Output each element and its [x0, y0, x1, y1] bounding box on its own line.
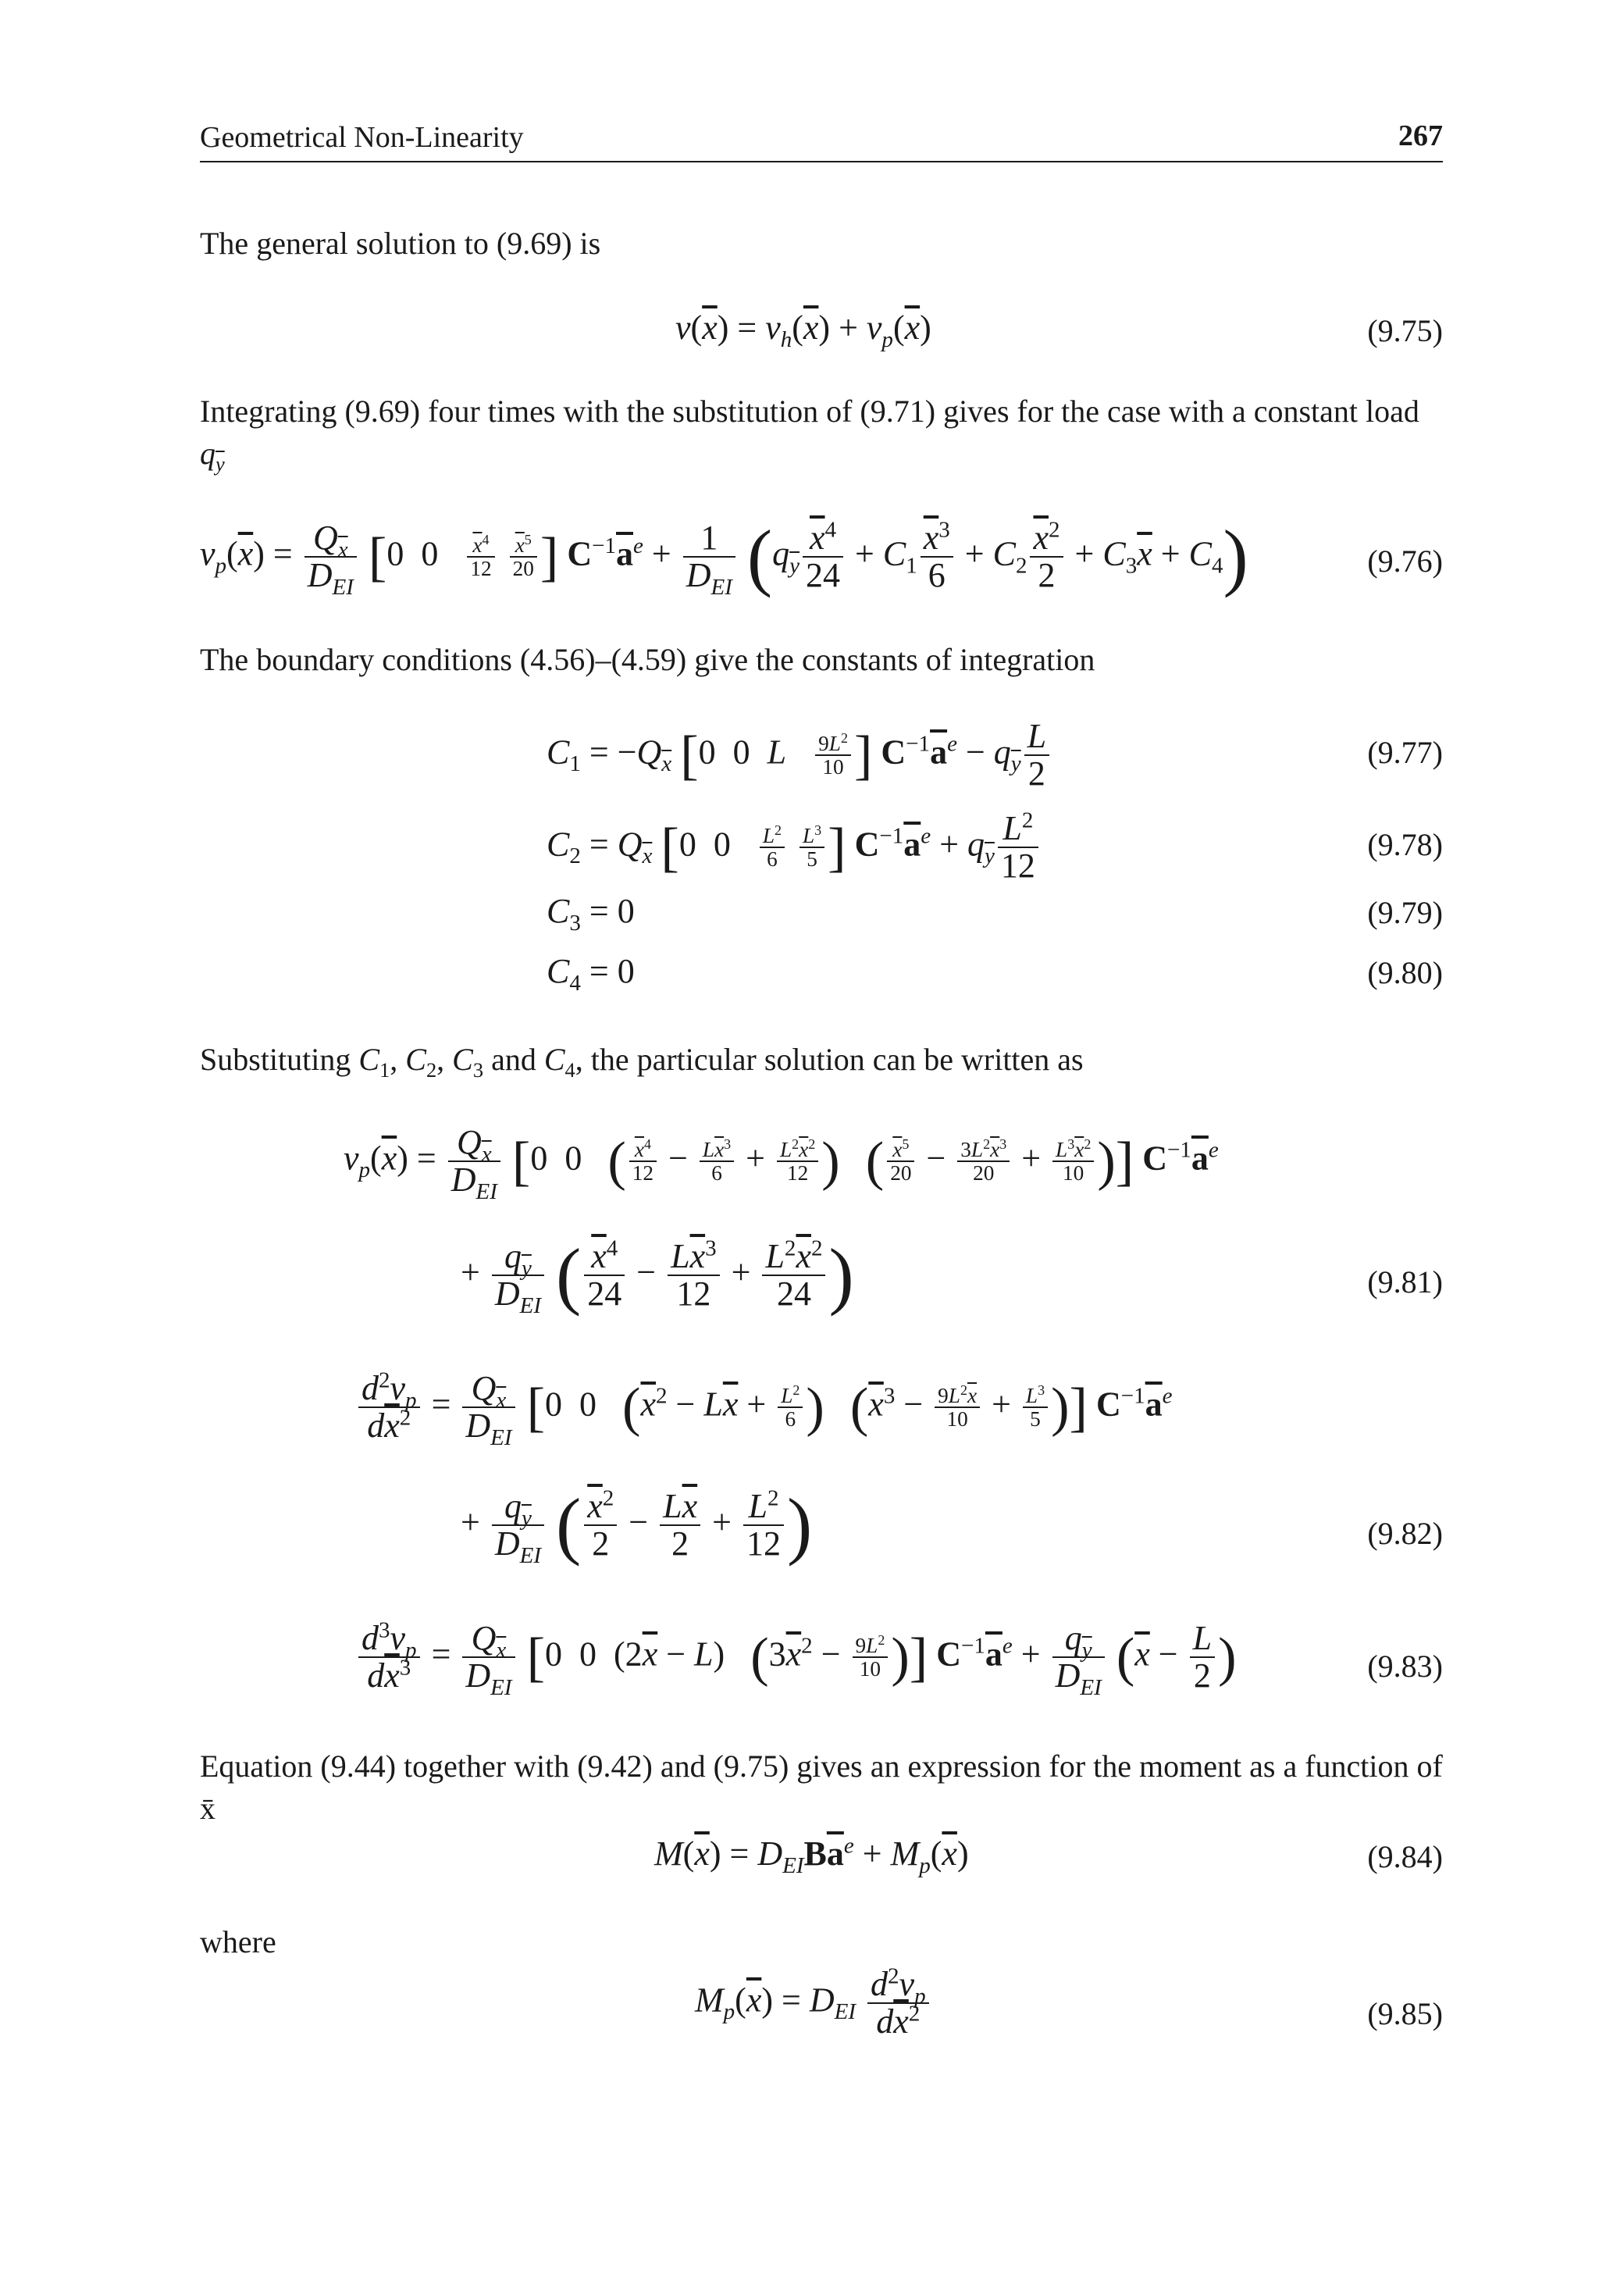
running-title: Geometrical Non-Linearity	[200, 121, 524, 154]
equation-number: (9.75)	[1367, 313, 1443, 348]
equation-number: (9.85)	[1367, 1996, 1443, 2031]
equation-number: (9.78)	[1367, 827, 1443, 862]
page-header	[200, 117, 1443, 162]
paragraph-2-text: Integrating (9.69) four times with the substitution of (9.71) gives for the case with a constant load	[200, 394, 1419, 429]
equation-number: (9.77)	[1367, 735, 1443, 770]
equation-9-80: $C_4 = 0$	[547, 952, 635, 996]
equation-9-77: $C_1 = -Q_{\overline{x}}$ [0 0 L $\frac{9L^2}{10}$ ] $C^{-1}\overline{a}^e - q_{\overline{y}}$ $\frac{L}{2}$	[547, 718, 1052, 792]
equation-9-83: $\frac{d^3v_p}{d\overline{x}^3}$ = $\frac{Q_{\overline{x}}}{D_{EI}}$ [0 0 $(2\overline{x} - L) (3\overline{x}^2$ − $\frac{9L^2}{10}$ )] $C^{-1}\overline{a}^e$ + $\frac{q_{\overline{y}}}{D_{EI}}$ ($\overline{x}$ − $\frac{L}{2}$ )	[355, 1620, 1237, 1694]
paragraph-4: Substituting $C_1$, $C_2$, $C_3$ and $C_4$, the particular solution can be written as	[200, 1042, 1084, 1082]
equation-number: (9.84)	[1367, 1839, 1443, 1874]
paragraph-1: The general solution to (9.69) is	[200, 226, 601, 261]
equation-9-84: $M(\overline{x}) = D_{EI}B\overline{a}^e + M_p(\overline{x})$	[654, 1833, 969, 1878]
paragraph-5: Equation (9.44) together with (9.42) and (9.75) gives an expression for the moment as a function of x̄	[200, 1749, 1443, 1826]
equation-9-78: $C_2 = Q_{\overline{x}}$ [0 0 $\frac{L^2}{6}$ $\frac{L^3}{5}$ ] $C^{-1}\overline{a}^e + q_{\overline{y}}$ $\frac{L^2}{12}$	[547, 811, 1042, 884]
paragraph-3: The boundary conditions (4.56)–(4.59) give the constants of integration	[200, 642, 1095, 677]
equation-number: (9.76)	[1367, 544, 1443, 579]
equation-number: (9.81)	[1367, 1264, 1443, 1300]
equation-number: (9.82)	[1367, 1516, 1443, 1551]
equation-number: (9.83)	[1367, 1649, 1443, 1684]
equation-9-81-line-2: + $\frac{q_{\overline{y}}}{D_{EI}}$ ( $\frac{\overline{x}^4}{24}$ − $\frac{L\overline{x}^3}{12}$ + $\frac{L^2\overline{x}^2}{24}$ )	[461, 1233, 854, 1319]
equation-9-82-line-2: + $\frac{q_{\overline{y}}}{D_{EI}}$ ( $\frac{\overline{x}^2}{2}$ − $\frac{L\overline{x}}{2}$ + $\frac{L^2}{12}$ )	[461, 1483, 813, 1569]
equation-9-75: $v(\overline{x}) = v_h(\overline{x}) + v_p(\overline{x})$	[675, 308, 931, 352]
page-number: 267	[1398, 119, 1443, 152]
equation-9-85: $M_p(\overline{x}) = D_{EI}$ $\frac{d^2v_p}{d\overline{x}^2}$	[695, 1966, 932, 2040]
paragraph-6: where	[200, 1924, 276, 1959]
paragraph-2: Integrating (9.69) four times with the substitution of (9.71) gives for the case with a constant load $q_{\overline{y}}$	[200, 394, 1419, 476]
equation-number: (9.80)	[1367, 955, 1443, 990]
equation-number: (9.79)	[1367, 895, 1443, 930]
equation-9-81-line-1: $v_p(\overline{x})$ = $\frac{Q_{\overline{x}}}{D_{EI}}$ [0 0 ( $\frac{\overline{x}^4}{12}$ − $\frac{L\overline{x}^3}{6}$ + $\frac{L^2\overline{x}^2}{12}$ ) ( $\frac{\overline{x}^5}{20}$ − $\frac{3L^2\overline{x}^3}{20}$ + $\frac{L^3\overline{x}^2}{10}$ )] $C^{-1}\overline{a}e$	[344, 1123, 1219, 1204]
equation-9-79: $C_3 = 0$	[547, 892, 635, 936]
equation-9-76: $v_p(\overline{x})$ = $\frac{Q_{\overline{x}}}{D_{EI}}$ [0 0 $\frac{\overline{x}^4}{12}$ $\frac{\overline{x}^5}{20}$ ] $C^{-1}\overline{a}^e$ + $\frac{1}{D_{EI}}$ ($q_{\overline{y}}$ $\frac{\overline{x}^4}{24}$ + $C_1$ $\frac{\overline{x}^3}{6}$ + $C_2$ $\frac{\overline{x}^2}{2}$ + $C_3\overline{x} + C_4$)	[200, 515, 1248, 601]
equation-9-82-line-1: $\frac{d^2v_p}{d\overline{x}^2}$ = $\frac{Q_{\overline{x}}}{D_{EI}}$ [0 0 ($\overline{x}^2 - L\overline{x}$ + $\frac{L^2}{6}$ ) ($\overline{x}^3$ − $\frac{9L^2\overline{x}}{10}$ + $\frac{L^3}{5}$ )] $C^{-1}\overline{a}e$	[355, 1371, 1173, 1444]
